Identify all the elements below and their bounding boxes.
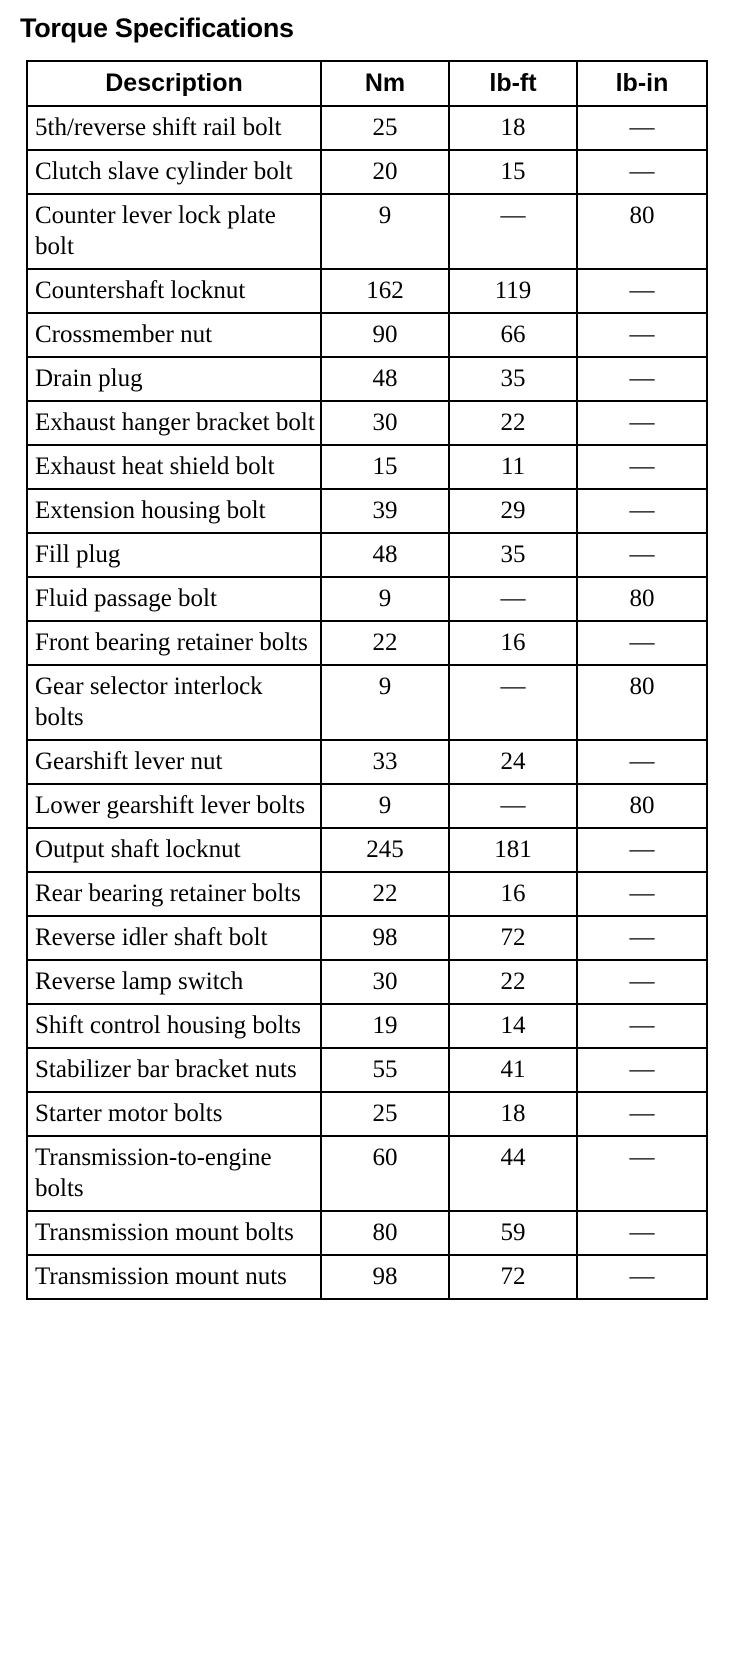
header-lb-ft: lb-ft [449, 61, 577, 106]
description-cell: Crossmember nut [27, 313, 321, 357]
lb-in-cell: — [577, 621, 707, 665]
nm-cell: 19 [321, 1004, 449, 1048]
description-cell: Front bearing retainer bolts [27, 621, 321, 665]
nm-cell: 22 [321, 621, 449, 665]
lb-ft-cell: 44 [449, 1136, 577, 1211]
lb-ft-cell: 29 [449, 489, 577, 533]
table-row [27, 489, 707, 533]
description-cell: Countershaft locknut [27, 269, 321, 313]
table-row [27, 313, 707, 357]
lb-ft-cell: 72 [449, 916, 577, 960]
description-cell: Rear bearing retainer bolts [27, 872, 321, 916]
table-row [27, 150, 707, 194]
lb-in-cell: — [577, 1255, 707, 1299]
lb-in-cell: — [577, 1048, 707, 1092]
torque-spec-table [26, 60, 708, 1300]
nm-cell: 60 [321, 1136, 449, 1211]
nm-cell: 33 [321, 740, 449, 784]
nm-cell: 9 [321, 194, 449, 269]
description-cell: Exhaust heat shield bolt [27, 445, 321, 489]
description-cell: Fluid passage bolt [27, 577, 321, 621]
nm-cell: 9 [321, 577, 449, 621]
lb-ft-cell: 66 [449, 313, 577, 357]
description-cell: Exhaust hanger bracket bolt [27, 401, 321, 445]
lb-ft-cell: 35 [449, 533, 577, 577]
lb-ft-cell: 22 [449, 401, 577, 445]
table-row [27, 194, 707, 269]
nm-cell: 90 [321, 313, 449, 357]
table-row [27, 960, 707, 1004]
table-row [27, 106, 707, 150]
description-cell: Starter motor bolts [27, 1092, 321, 1136]
nm-cell: 25 [321, 106, 449, 150]
lb-in-cell: — [577, 489, 707, 533]
nm-cell: 80 [321, 1211, 449, 1255]
lb-in-cell: — [577, 740, 707, 784]
nm-cell: 245 [321, 828, 449, 872]
nm-cell: 162 [321, 269, 449, 313]
lb-in-cell: — [577, 150, 707, 194]
description-cell: Output shaft locknut [27, 828, 321, 872]
description-cell: Reverse lamp switch [27, 960, 321, 1004]
lb-in-cell: — [577, 313, 707, 357]
lb-ft-cell: 35 [449, 357, 577, 401]
lb-in-cell: 80 [577, 194, 707, 269]
description-cell: Clutch slave cylinder bolt [27, 150, 321, 194]
lb-in-cell: — [577, 916, 707, 960]
lb-ft-cell: — [449, 577, 577, 621]
nm-cell: 22 [321, 872, 449, 916]
nm-cell: 25 [321, 1092, 449, 1136]
nm-cell: 48 [321, 533, 449, 577]
table-row [27, 269, 707, 313]
lb-in-cell: — [577, 357, 707, 401]
table-row [27, 1136, 707, 1211]
description-cell: Extension housing bolt [27, 489, 321, 533]
lb-in-cell: 80 [577, 577, 707, 621]
table-row [27, 1048, 707, 1092]
lb-in-cell: 80 [577, 784, 707, 828]
header-nm: Nm [321, 61, 449, 106]
table-row [27, 872, 707, 916]
lb-in-cell: — [577, 1004, 707, 1048]
table-row [27, 533, 707, 577]
table-row [27, 357, 707, 401]
description-cell: Lower gearshift lever bolts [27, 784, 321, 828]
lb-ft-cell: — [449, 784, 577, 828]
lb-in-cell: — [577, 1211, 707, 1255]
lb-in-cell: — [577, 960, 707, 1004]
nm-cell: 9 [321, 665, 449, 740]
lb-ft-cell: 22 [449, 960, 577, 1004]
table-row [27, 828, 707, 872]
lb-in-cell: — [577, 828, 707, 872]
description-cell: Shift control housing bolts [27, 1004, 321, 1048]
nm-cell: 98 [321, 1255, 449, 1299]
lb-ft-cell: 16 [449, 872, 577, 916]
lb-ft-cell: 14 [449, 1004, 577, 1048]
nm-cell: 55 [321, 1048, 449, 1092]
header-lb-in: lb-in [577, 61, 707, 106]
lb-in-cell: — [577, 445, 707, 489]
lb-in-cell: 80 [577, 665, 707, 740]
nm-cell: 48 [321, 357, 449, 401]
header-description: Description [27, 61, 321, 106]
table-row [27, 1004, 707, 1048]
lb-in-cell: — [577, 106, 707, 150]
table-row [27, 665, 707, 740]
lb-ft-cell: 18 [449, 1092, 577, 1136]
lb-ft-cell: 181 [449, 828, 577, 872]
lb-ft-cell: 72 [449, 1255, 577, 1299]
nm-cell: 30 [321, 960, 449, 1004]
lb-ft-cell: 18 [449, 106, 577, 150]
nm-cell: 30 [321, 401, 449, 445]
table-header-row [27, 61, 707, 106]
description-cell: Stabilizer bar bracket nuts [27, 1048, 321, 1092]
nm-cell: 98 [321, 916, 449, 960]
table-row [27, 1255, 707, 1299]
lb-ft-cell: 24 [449, 740, 577, 784]
description-cell: Drain plug [27, 357, 321, 401]
table-row [27, 577, 707, 621]
table-row [27, 621, 707, 665]
description-cell: Gearshift lever nut [27, 740, 321, 784]
table-row [27, 1092, 707, 1136]
lb-ft-cell: — [449, 665, 577, 740]
lb-in-cell: — [577, 1092, 707, 1136]
table-row [27, 740, 707, 784]
nm-cell: 15 [321, 445, 449, 489]
lb-in-cell: — [577, 401, 707, 445]
description-cell: Transmission mount bolts [27, 1211, 321, 1255]
description-cell: Transmission mount nuts [27, 1255, 321, 1299]
lb-ft-cell: 41 [449, 1048, 577, 1092]
table-row [27, 401, 707, 445]
lb-in-cell: — [577, 1136, 707, 1211]
lb-in-cell: — [577, 533, 707, 577]
lb-ft-cell: 16 [449, 621, 577, 665]
lb-ft-cell: 11 [449, 445, 577, 489]
description-cell: Gear selector interlock bolts [27, 665, 321, 740]
description-cell: Counter lever lock plate bolt [27, 194, 321, 269]
nm-cell: 9 [321, 784, 449, 828]
nm-cell: 20 [321, 150, 449, 194]
description-cell: Reverse idler shaft bolt [27, 916, 321, 960]
description-cell: Transmission-to-engine bolts [27, 1136, 321, 1211]
description-cell: Fill plug [27, 533, 321, 577]
lb-ft-cell: 59 [449, 1211, 577, 1255]
description-cell: 5th/reverse shift rail bolt [27, 106, 321, 150]
table-row [27, 445, 707, 489]
table-row [27, 1211, 707, 1255]
table-body [27, 106, 707, 1299]
table-row [27, 784, 707, 828]
lb-ft-cell: 15 [449, 150, 577, 194]
lb-ft-cell: 119 [449, 269, 577, 313]
lb-in-cell: — [577, 269, 707, 313]
table-row [27, 916, 707, 960]
page-title: Torque Specifications [20, 13, 294, 43]
lb-ft-cell: — [449, 194, 577, 269]
lb-in-cell: — [577, 872, 707, 916]
nm-cell: 39 [321, 489, 449, 533]
